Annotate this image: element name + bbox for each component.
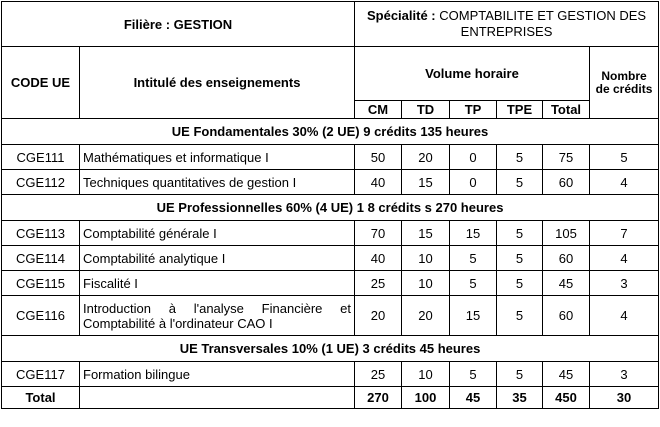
ue-cm: 25 xyxy=(355,362,402,387)
ue-total: 75 xyxy=(543,145,590,170)
table-row xyxy=(2,145,659,170)
specialite-value: COMPTABILITE ET GESTION DES ENTREPRISES xyxy=(439,8,647,39)
ue-tpe: 5 xyxy=(497,170,543,195)
ue-tp: 0 xyxy=(450,145,497,170)
ue-intitule: Techniques quantitatives de gestion I xyxy=(80,170,355,195)
section-row-transversales xyxy=(2,336,659,362)
ue-cm: 25 xyxy=(355,271,402,296)
ue-intitule: Introduction à l'analyse Financière et Comptabilité à l'ordinateur CAO I xyxy=(80,296,355,336)
ue-intitule: Fiscalité I xyxy=(80,271,355,296)
table-row xyxy=(2,246,659,271)
filiere-cell xyxy=(2,2,355,47)
td-header: TD xyxy=(402,101,450,119)
ue-tp: 15 xyxy=(450,221,497,246)
ue-credits: 4 xyxy=(590,296,659,336)
ue-td: 15 xyxy=(402,221,450,246)
totals-intitule-empty xyxy=(80,387,355,409)
table-row xyxy=(2,221,659,246)
totals-td: 100 xyxy=(402,387,450,409)
section-title: UE Fondamentales 30% (2 UE) 9 crédits 135 heures xyxy=(2,119,659,145)
cm-header: CM xyxy=(355,101,402,119)
table-row xyxy=(2,271,659,296)
ue-tpe: 5 xyxy=(497,362,543,387)
ue-td: 10 xyxy=(402,246,450,271)
filiere-value: GESTION xyxy=(173,16,233,32)
ue-code: CGE115 xyxy=(2,271,80,296)
ue-credits: 5 xyxy=(590,145,659,170)
section-row-professionnelles xyxy=(2,195,659,221)
ue-td: 10 xyxy=(402,362,450,387)
ue-credits: 4 xyxy=(590,246,659,271)
ue-tp: 0 xyxy=(450,170,497,195)
ue-code: CGE114 xyxy=(2,246,80,271)
ue-total: 105 xyxy=(543,221,590,246)
ue-code: CGE116 xyxy=(2,296,80,336)
totals-row xyxy=(2,387,659,409)
totals-cm: 270 xyxy=(355,387,402,409)
table-row xyxy=(2,362,659,387)
ue-tpe: 5 xyxy=(497,145,543,170)
intitule-header: Intitulé des enseignements xyxy=(80,47,355,119)
totals-total: 450 xyxy=(543,387,590,409)
ue-tp: 5 xyxy=(450,362,497,387)
section-title: UE Transversales 10% (1 UE) 3 crédits 45 heures xyxy=(2,336,659,362)
ue-intitule: Formation bilingue xyxy=(80,362,355,387)
ue-code: CGE112 xyxy=(2,170,80,195)
ue-total: 60 xyxy=(543,246,590,271)
ue-tpe: 5 xyxy=(497,271,543,296)
totals-label: Total xyxy=(2,387,80,409)
ue-intitule: Comptabilité générale I xyxy=(80,221,355,246)
ue-total: 60 xyxy=(543,170,590,195)
table-row xyxy=(2,170,659,195)
curriculum-table xyxy=(1,1,659,409)
ue-cm: 50 xyxy=(355,145,402,170)
ue-total: 45 xyxy=(543,362,590,387)
ue-tp: 5 xyxy=(450,271,497,296)
nombre-credits-header: Nombre de crédits xyxy=(590,47,659,119)
table-row xyxy=(2,296,659,336)
ue-code: CGE113 xyxy=(2,221,80,246)
filiere-label: Filière : xyxy=(123,16,174,32)
ue-code: CGE111 xyxy=(2,145,80,170)
ue-tp: 15 xyxy=(450,296,497,336)
code-ue-header: CODE UE xyxy=(2,47,80,119)
header-row-1 xyxy=(2,2,659,47)
ue-tpe: 5 xyxy=(497,246,543,271)
ue-credits: 3 xyxy=(590,362,659,387)
total-header: Total xyxy=(543,101,590,119)
ue-tp: 5 xyxy=(450,246,497,271)
ue-total: 60 xyxy=(543,296,590,336)
ue-td: 10 xyxy=(402,271,450,296)
ue-cm: 20 xyxy=(355,296,402,336)
ue-credits: 7 xyxy=(590,221,659,246)
totals-tpe: 35 xyxy=(497,387,543,409)
specialite-label: Spécialité : xyxy=(366,8,440,23)
tpe-header: TPE xyxy=(497,101,543,119)
tp-header: TP xyxy=(450,101,497,119)
ue-credits: 4 xyxy=(590,170,659,195)
ue-tpe: 5 xyxy=(497,221,543,246)
section-title: UE Professionnelles 60% (4 UE) 1 8 crédits s 270 heures xyxy=(2,195,659,221)
totals-tp: 45 xyxy=(450,387,497,409)
ue-cm: 40 xyxy=(355,170,402,195)
section-row-fondamentales xyxy=(2,119,659,145)
ue-code: CGE117 xyxy=(2,362,80,387)
ue-cm: 40 xyxy=(355,246,402,271)
ue-td: 20 xyxy=(402,145,450,170)
totals-credits: 30 xyxy=(590,387,659,409)
ue-cm: 70 xyxy=(355,221,402,246)
ue-intitule: Comptabilité analytique I xyxy=(80,246,355,271)
ue-td: 15 xyxy=(402,170,450,195)
ue-tpe: 5 xyxy=(497,296,543,336)
volume-horaire-header: Volume horaire xyxy=(355,47,590,101)
ue-total: 45 xyxy=(543,271,590,296)
ue-intitule: Mathématiques et informatique I xyxy=(80,145,355,170)
ue-td: 20 xyxy=(402,296,450,336)
specialite-cell xyxy=(355,2,659,47)
header-row-2 xyxy=(2,47,659,101)
ue-credits: 3 xyxy=(590,271,659,296)
